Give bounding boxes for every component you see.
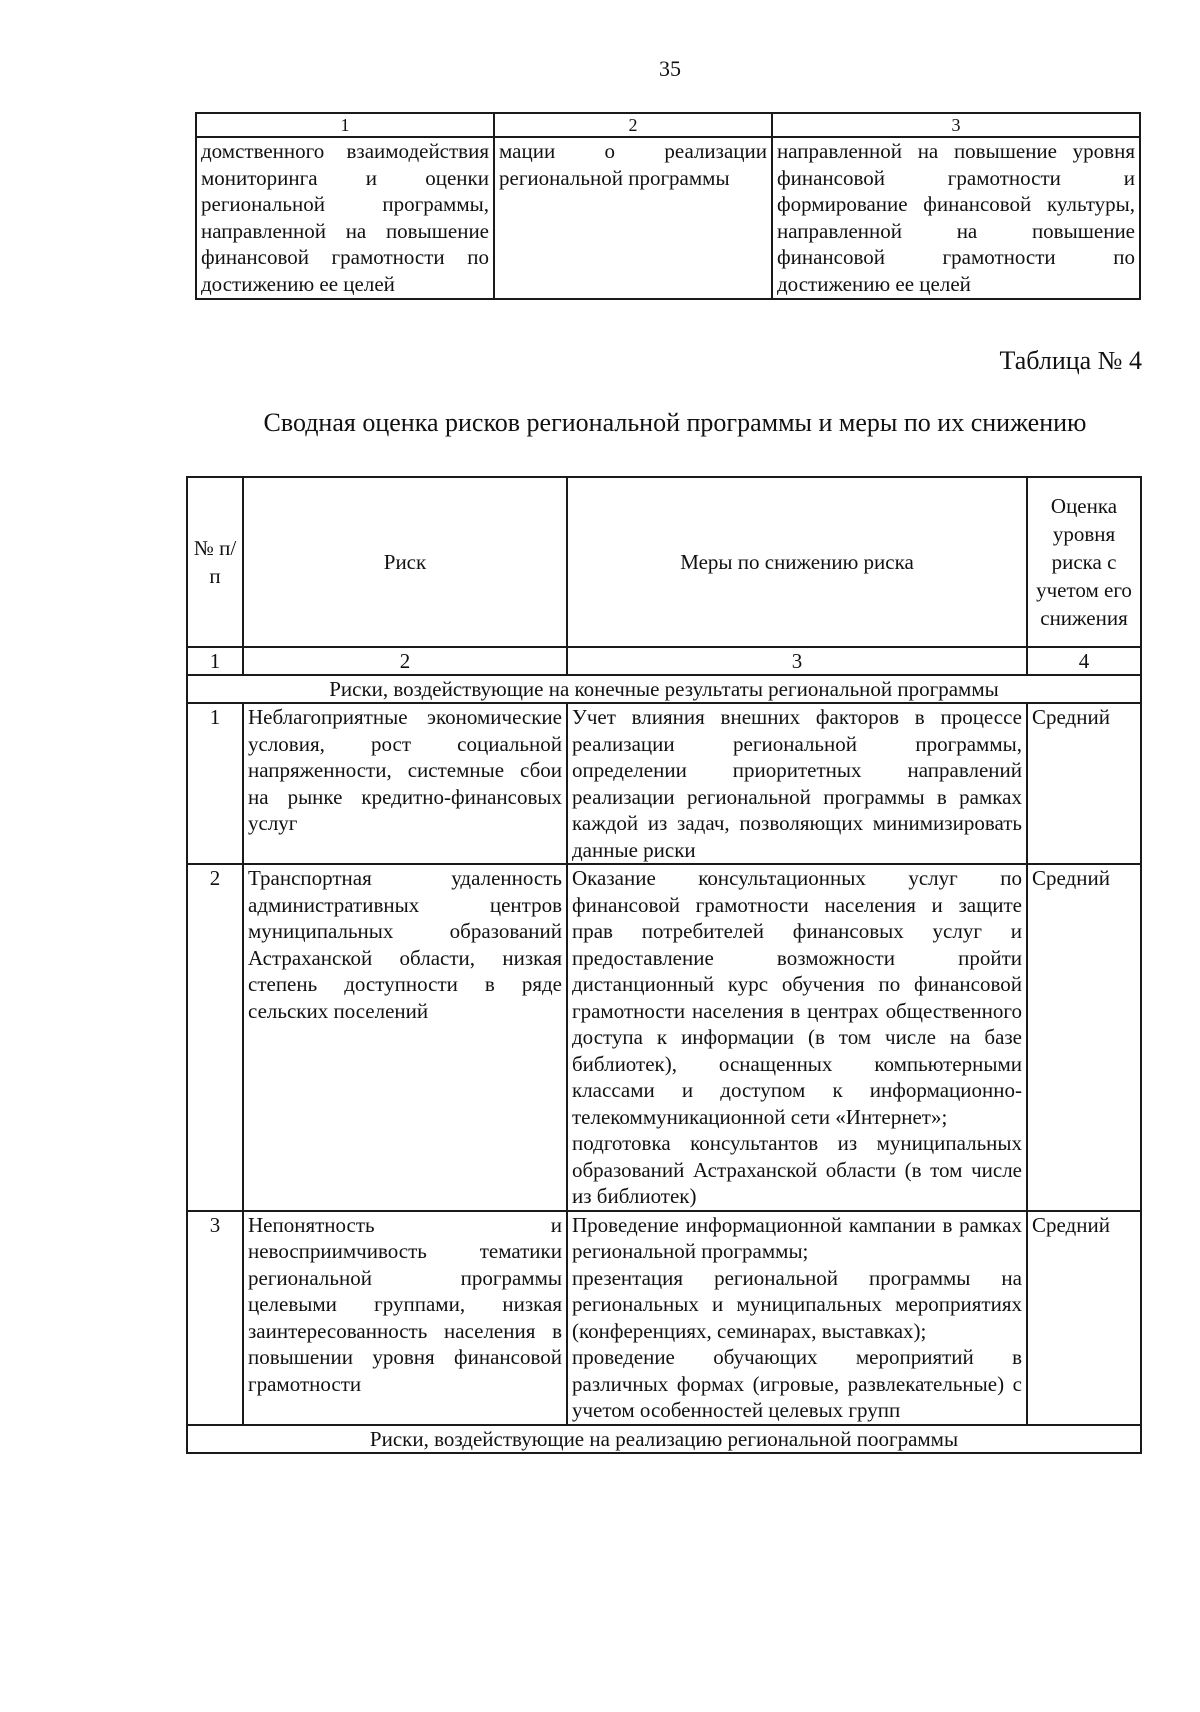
table-row	[187, 703, 1141, 864]
column-number: 4	[1027, 647, 1141, 675]
page-number: 35	[659, 56, 681, 81]
section-heading: Риски, воздействующие на реализацию региональной поограммы	[187, 1425, 1141, 1453]
section-heading: Риски, воздействующие на конечные результаты региональной программы	[187, 675, 1141, 703]
table-cell: мации о реализации региональной программы	[494, 137, 772, 299]
risk-text: Неблагоприятные экономические условия, рост социальной напряженности, системные сбои на рынке кредитно-финансовых услуг	[243, 703, 567, 864]
column-number: 2	[494, 113, 772, 137]
risk-text: Транспортная удаленность административных центров муниципальных образований Астраханской области, низкая степень доступности в ряде сельских поселений	[243, 864, 567, 1211]
measures-text: Оказание консультационных услуг по финансовой грамотности населения и защите прав потребителей финансовых услуг и предоставление возможности пройти дистанционный курс обучения по финансовой грамотности населения в центрах общественного доступа к информации (в том числе на базе библиотек), оснащенных компьютерными классами и доступом к информационно-телекоммуникационной сети «Интернет»;	[572, 866, 1022, 1129]
measures-text: презентация региональной программы на региональных и муниципальных мероприятиях (конференциях, семинарах, выставках);	[572, 1265, 1022, 1343]
header-num: № п/п	[187, 477, 243, 647]
column-number: 1	[196, 113, 494, 137]
continued-table	[195, 112, 1141, 300]
table-row	[196, 137, 1140, 299]
risk-text: Непонятность и невосприимчивость тематики региональной программы целевыми группами, низкая заинтересованность населения в повышении уровня финансовой грамотности	[243, 1211, 567, 1425]
table-cell: направленной на повышение уровня финансовой грамотности и формирование финансовой культуры, направленной на повышение финансовой грамотности по достижению ее целей	[772, 137, 1140, 299]
measures-text: Учет влияния внешних факторов в процессе реализации региональной программы, определении приоритетных направлений реализации региональной программы в рамках каждой из задач, позволяющих минимизировать данные риски	[567, 703, 1027, 864]
header-row	[187, 477, 1141, 647]
row-number: 2	[187, 864, 243, 1211]
column-number-row	[187, 647, 1141, 675]
risk-level: Средний	[1027, 703, 1141, 864]
risk-table	[186, 476, 1142, 1454]
header-measures: Меры по снижению риска	[567, 477, 1027, 647]
section-row	[187, 1425, 1141, 1453]
measures-cell	[567, 1211, 1027, 1425]
measures-cell	[567, 864, 1027, 1211]
risk-level: Средний	[1027, 864, 1141, 1211]
header-risk: Риск	[243, 477, 567, 647]
table-title: Сводная оценка рисков региональной программы и меры по их снижению	[263, 408, 1087, 437]
table-cell: домственного взаимодействия мониторинга и оценки региональной программы, направленной на повышение финансовой грамотности по достижению ее целей	[196, 137, 494, 299]
table-row	[187, 1211, 1141, 1425]
risk-level: Средний	[1027, 1211, 1141, 1425]
header-level: Оценка уровня риска с учетом его снижения	[1027, 477, 1141, 647]
column-number: 3	[567, 647, 1027, 675]
row-number: 3	[187, 1211, 243, 1425]
measures-text: проведение обучающих мероприятий в различных формах (игровые, развлекательные) с учетом особенностей целевых групп	[572, 1345, 1022, 1422]
table-row	[187, 864, 1141, 1211]
measures-text: подготовка консультантов из муниципальных образований Астраханской области (в том числе из библиотек)	[572, 1131, 1022, 1208]
row-number: 1	[187, 703, 243, 864]
section-row	[187, 675, 1141, 703]
table-label: Таблица № 4	[999, 346, 1142, 375]
column-number: 3	[772, 113, 1140, 137]
column-number: 2	[243, 647, 567, 675]
column-number: 1	[187, 647, 243, 675]
column-number-row	[196, 113, 1140, 137]
measures-text: Проведение информационной кампании в рамках региональной программы;	[572, 1212, 1022, 1263]
